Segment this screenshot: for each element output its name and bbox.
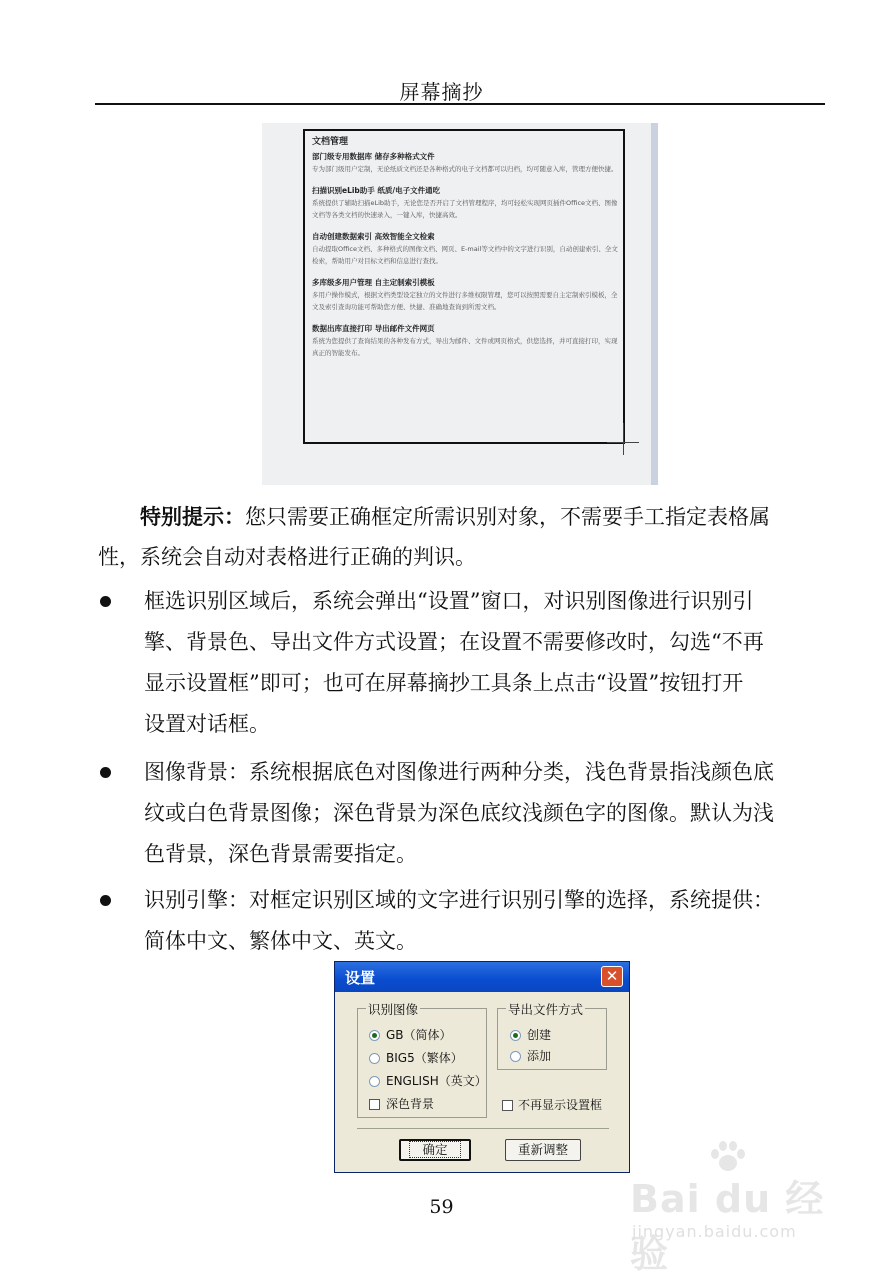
dark-background-checkbox[interactable] — [369, 1099, 380, 1110]
special-note-text: 您只需要正确框定所需识别对象，不需要手工指定表格属 — [245, 505, 770, 529]
close-icon[interactable]: ✕ — [601, 966, 623, 987]
bullet-line: 图像背景：系统根据底色对图像进行两种分类，浅色背景指浅颜色底 — [144, 760, 774, 784]
scan-section — [312, 230, 618, 267]
hide-dialog-checkbox[interactable] — [502, 1100, 513, 1111]
hide-dialog-label[interactable]: 不再显示设置框 — [518, 1098, 603, 1112]
radio-create-label[interactable]: 创建 — [527, 1028, 552, 1042]
scanned-document-image — [262, 123, 658, 485]
watermark — [630, 1140, 830, 1276]
dialog-title: 设置 — [345, 969, 376, 987]
watermark-brand: Bai du 经验 — [630, 1177, 825, 1276]
bullet-line: 框选识别区域后，系统会弹出“设置”窗口，对识别图像进行识别引 — [144, 589, 754, 613]
scan-section-heading: 扫描识别eLib助手 纸质/电子文件通吃 — [312, 186, 441, 195]
bullet-line: 简体中文、繁体中文、英文。 — [144, 929, 417, 953]
special-note-line2: 性，系统会自动对表格进行正确的判识。 — [98, 545, 476, 569]
dialog-separator — [357, 1128, 609, 1129]
radio-english[interactable] — [369, 1076, 380, 1087]
export-group — [497, 1002, 607, 1070]
radio-append[interactable] — [510, 1051, 521, 1062]
special-note-line1 — [98, 496, 825, 538]
scan-section-body: 系统为您提供了查询结果的各种发布方式，导出为邮件、文件或网页格式，供您选择，并可直接打印，实现真正的智能发布。 — [312, 337, 618, 357]
bullet-icon — [100, 596, 111, 607]
scan-edge-shadow — [651, 123, 658, 485]
radio-big5-label[interactable]: BIG5（繁体） — [386, 1051, 463, 1065]
radio-create[interactable] — [510, 1030, 521, 1041]
radio-big5[interactable] — [369, 1053, 380, 1064]
recognition-group — [357, 1002, 487, 1118]
selection-frame — [303, 129, 625, 444]
scan-section-body: 多用户操作模式，根据文档类型设定独立的文件进行多维权限管理，您可以按照需要自主定制索引模板，全文及索引查询功能可帮助您方便、快捷、准确地查询到所需文档。 — [312, 291, 618, 311]
radio-gb[interactable] — [369, 1030, 380, 1041]
bullet-line: 显示设置框”即可；也可在屏幕摘抄工具条上点击“设置”按钮打开 — [144, 671, 744, 695]
bullet-line: 设置对话框。 — [144, 712, 270, 736]
scan-section — [312, 184, 618, 221]
scan-section-heading: 部门级专用数据库 储存多种格式文件 — [312, 152, 435, 161]
reset-button[interactable]: 重新调整 — [505, 1139, 581, 1161]
radio-append-label[interactable]: 添加 — [527, 1049, 552, 1063]
ok-button-label: 确定 — [409, 1141, 460, 1158]
scan-section-body: 系统提供了辅助扫描eLib助手，无论您是否开启了文档管理程序，均可轻松实现网页插件Office文档、图像文档等各类文档的快速录入，一键入库，快捷高效。 — [312, 199, 618, 219]
scan-section-body: 自动提取Office文档、多种格式的图像文档、网页、E-mail等文档中的文字进行识别，自动创建索引、全文检索，帮助用户对目标文档和信息进行查找。 — [312, 245, 618, 265]
bullet-line: 纹或白色背景图像；深色背景为深色底纹浅颜色字的图像。默认为浅 — [144, 801, 774, 825]
recognition-group-legend: 识别图像 — [368, 1002, 419, 1017]
scan-section-heading: 数据出库直接打印 导出邮件文件网页 — [312, 324, 435, 333]
page-header-title: 屏幕摘抄 — [399, 80, 484, 104]
page-number: 59 — [429, 1196, 454, 1218]
header-divider — [95, 103, 825, 105]
export-group-legend: 导出文件方式 — [508, 1002, 584, 1017]
scan-section — [312, 322, 618, 359]
scan-section — [312, 276, 618, 313]
radio-english-label[interactable]: ENGLISH（英文） — [386, 1074, 487, 1088]
dialog-titlebar[interactable] — [335, 962, 629, 992]
bullet-line: 识别引擎：对框定识别区域的文字进行识别引擎的选择，系统提供： — [144, 888, 774, 912]
scan-section-body: 专为部门级用户定制，无论纸质文档还是各种格式的电子文档都可以归档，均可随意入库，管理方便快捷。 — [312, 165, 618, 173]
ok-button[interactable] — [399, 1139, 471, 1161]
bullet-line: 色背景，深色背景需要指定。 — [144, 842, 417, 866]
special-note-label: 特别提示： — [140, 504, 245, 529]
scan-title: 文档管理 — [312, 137, 349, 147]
dark-background-label[interactable]: 深色背景 — [386, 1097, 435, 1111]
bullet-icon — [100, 895, 111, 906]
scan-section-heading: 自动创建数据索引 高效智能全文检索 — [312, 232, 435, 241]
scan-section-heading: 多库级多用户管理 自主定制索引模板 — [312, 278, 435, 287]
settings-dialog — [334, 961, 630, 1173]
scan-section — [312, 150, 618, 175]
bullet-icon — [100, 767, 111, 778]
radio-gb-label[interactable]: GB（简体） — [386, 1028, 452, 1042]
bullet-line: 擎、背景色、导出文件方式设置；在设置不需要修改时，勾选“不再 — [144, 630, 764, 654]
watermark-url: jingyan.baidu.com — [632, 1222, 797, 1241]
crosshair-cursor-vertical — [623, 423, 624, 455]
crosshair-cursor-horizontal — [607, 442, 639, 443]
